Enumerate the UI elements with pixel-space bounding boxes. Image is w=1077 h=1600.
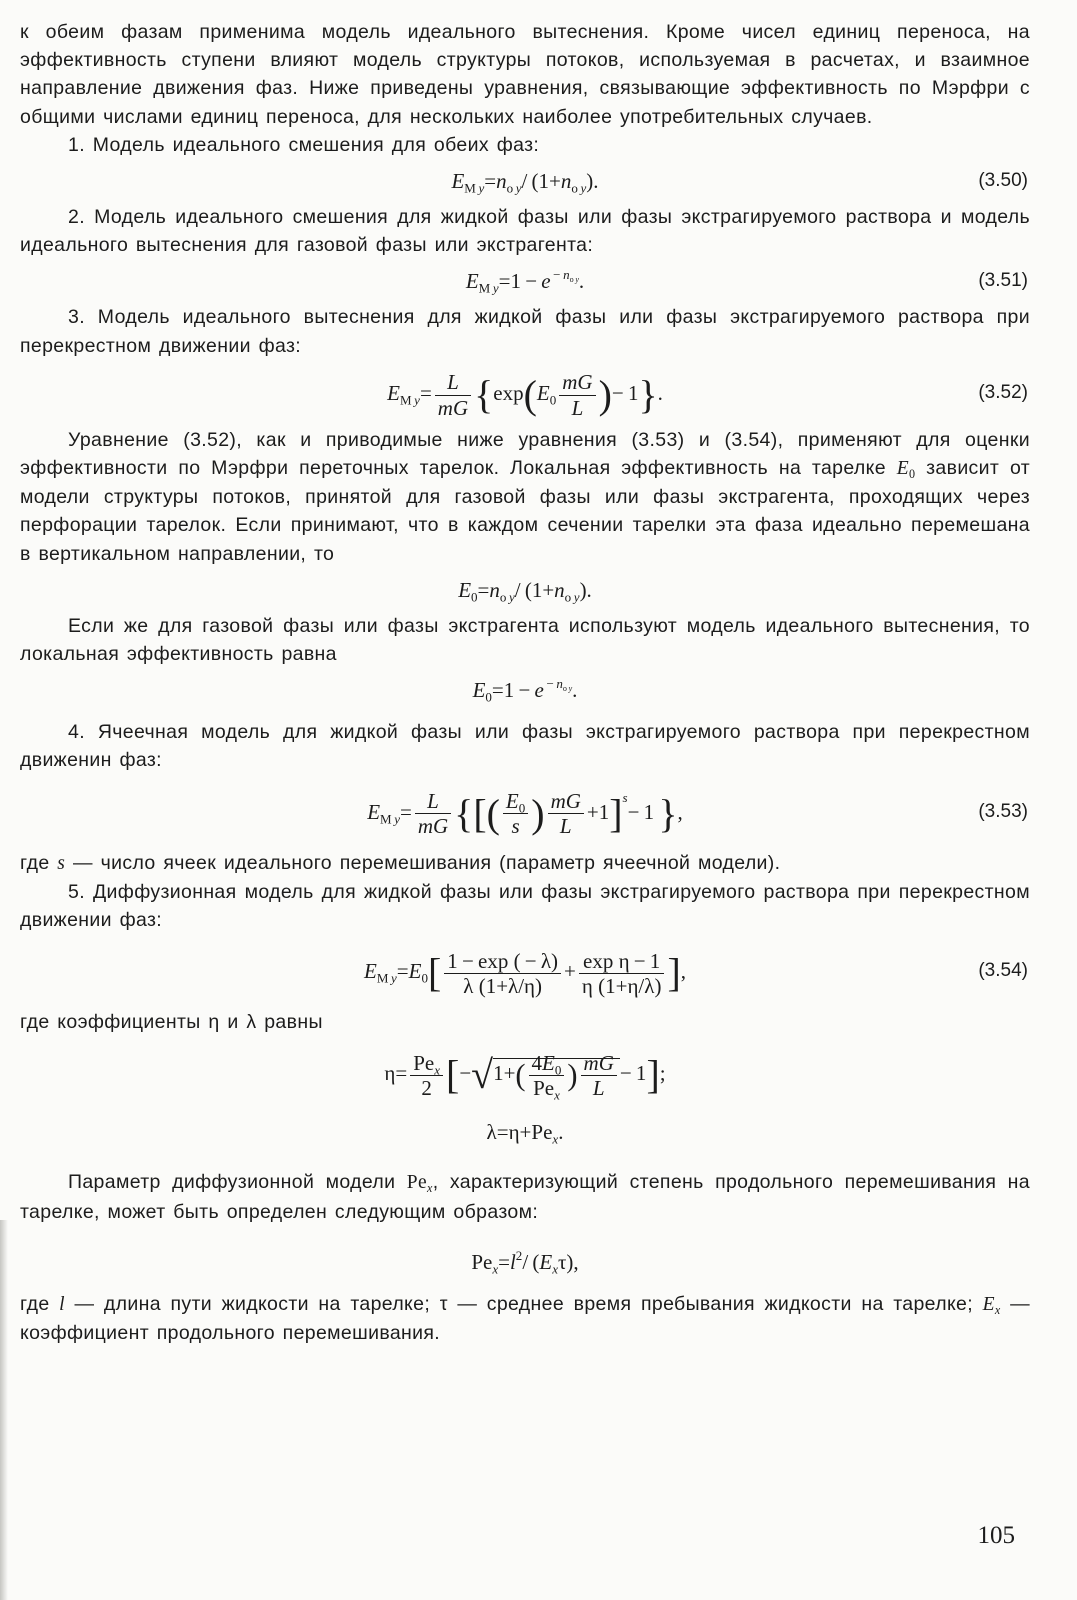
page-number: 105: [977, 1522, 1015, 1549]
paragraph-intro: к обеим фазам применима модель идеального вытеснения. Кроме чисел единиц переноса, на эффективность ступени влияют модель структуры потоков, используемая в расчетах, и взаимное направление движения фаз. Ниже приведены уравнения, связывающие эффективность по Мэрфри с общими числами единиц переноса, для нескольких наиболее употребительных случаев.: [20, 21, 1030, 128]
equation-3-53-formula: $E_{M y}=$ $\frac{L}{mG}$ {[( $\frac{E_0}{s}$ ) $\frac{mG}{L}$ +1]$^s$− 1 },: [367, 789, 683, 839]
paragraph-case-5: 5. Диффузионная модель для жидкой фазы или фазы экстрагируемого раствора при перекрестном движении фаз:: [20, 880, 1030, 932]
paragraph-case-2: 2. Модель идеального смешения для жидкой фазы или фазы экстрагируемого раствора и модель идеального вытеснения для газовой фазы или экстрагента:: [20, 206, 1030, 257]
paragraph-case-1: 1. Модель идеального смешения для обеих фаз:: [68, 133, 540, 156]
paragraph-definitions: где l — длина пути жидкости на тарелке; τ — среднее время пребывания жидкости на тарелке; $E_x$ — коэффициент продольного перемешивания.: [20, 1292, 1031, 1345]
equation-peclet-formula: $Pe_x=l^2/$ $(E_x\tau)$,: [471, 1247, 579, 1277]
equation-3-53: [20, 775, 1030, 849]
equation-3-51-formula: $E_{M y}=1 - e$ $^{- n_{o y}}$.: [465, 267, 585, 296]
equation-3-54-formula: $E_{M y}=E_0$[ $\frac{1 - \exp ( - \lambda)}{\lambda (1+\lambda/\eta)}$ + $\frac{\text{exp η − 1}}{\eta (1+\eta/\lambda)}$ ],: [364, 948, 686, 998]
equation-number: (3.51): [978, 270, 1028, 292]
paragraph-case-3: 3. Модель идеального вытеснения для жидкой фазы или фазы экстрагируемого раствора при перекрестном движении фаз:: [20, 306, 1030, 357]
equation-number: (3.50): [978, 170, 1028, 192]
equation-number: (3.54): [978, 960, 1028, 982]
paragraph-local-efficiency: Уравнение (3.52), как и приводимые ниже уравнения (3.53) и (3.54), применяют для оценки эффективности по Мэрфри переточных тарелок. Локальная эффективность на тарелке $E_0$ зависит от модели структуры потоков, принятой для газовой фазы или фазы экстрагента, проходящих через перфорации тарелок. Если принимают, что в каждом сечении тарелки эта фаза идеально перемешана в вертикальном направлении, то: [20, 428, 1030, 565]
equation-3-52-formula: $E_{M y}=$ $\frac{L}{mG}$ {$\exp(E_0$ $\frac{mG}{L}$ )− 1}.: [387, 370, 663, 420]
equation-3-50-formula: $E_{M y}=n_{o y}/$ $(1+n_{o y})$.: [451, 169, 599, 196]
equation-e0-plug: [20, 668, 1030, 712]
equation-lambda: [20, 1110, 1030, 1154]
equation-3-51: [20, 259, 1030, 303]
equation-3-52: [20, 360, 1030, 426]
equation-number: (3.52): [978, 381, 1028, 403]
equation-3-50: [20, 159, 1030, 203]
book-page: [20, 18, 1030, 1347]
equation-3-54: [20, 934, 1030, 1008]
paragraph-case-4: 4. Ячеечная модель для жидкой фазы или фазы экстрагируемого раствора при перекрестном движенин фаз:: [20, 721, 1030, 772]
equation-eta-formula: η= $\frac{Pe_x}{2}$ [−√1+( $\frac{4E_0}{Pe_x}$ ) $\frac{mG}{L}$ − 1];: [384, 1051, 666, 1103]
equation-peclet: [20, 1240, 1030, 1284]
paragraph-cells-note: где s — число ячеек идеального перемешивания (параметр ячеечной модели).: [20, 851, 781, 874]
equation-e0-plug-formula: $E_0=1 - e$ $^{- n_{o y}}$.: [472, 676, 578, 705]
paragraph-plug-flow: Если же для газовой фазы или фазы экстрагента используют модель идеального вытеснения, то локальная эффективность равна: [20, 614, 1030, 666]
equation-lambda-formula: $\lambda=\eta+Pe_x$.: [486, 1120, 564, 1148]
equation-e0-mixing: [20, 568, 1030, 612]
page-edge-shadow: [0, 1220, 8, 1600]
paragraph-peclet: Параметр диффузионной модели $Pe_x$, характеризующий степень продольного перемешивания на тарелке, может быть определен следующим образом:: [20, 1171, 1030, 1223]
paragraph-coefficients: где коэффициенты η и λ равны: [20, 1011, 323, 1034]
equation-e0-mixing-formula: $E_0=n_{o y}/$ $(1+n_{o y})$.: [458, 577, 592, 605]
equation-eta: [20, 1036, 1030, 1110]
equation-number: (3.53): [978, 800, 1028, 822]
